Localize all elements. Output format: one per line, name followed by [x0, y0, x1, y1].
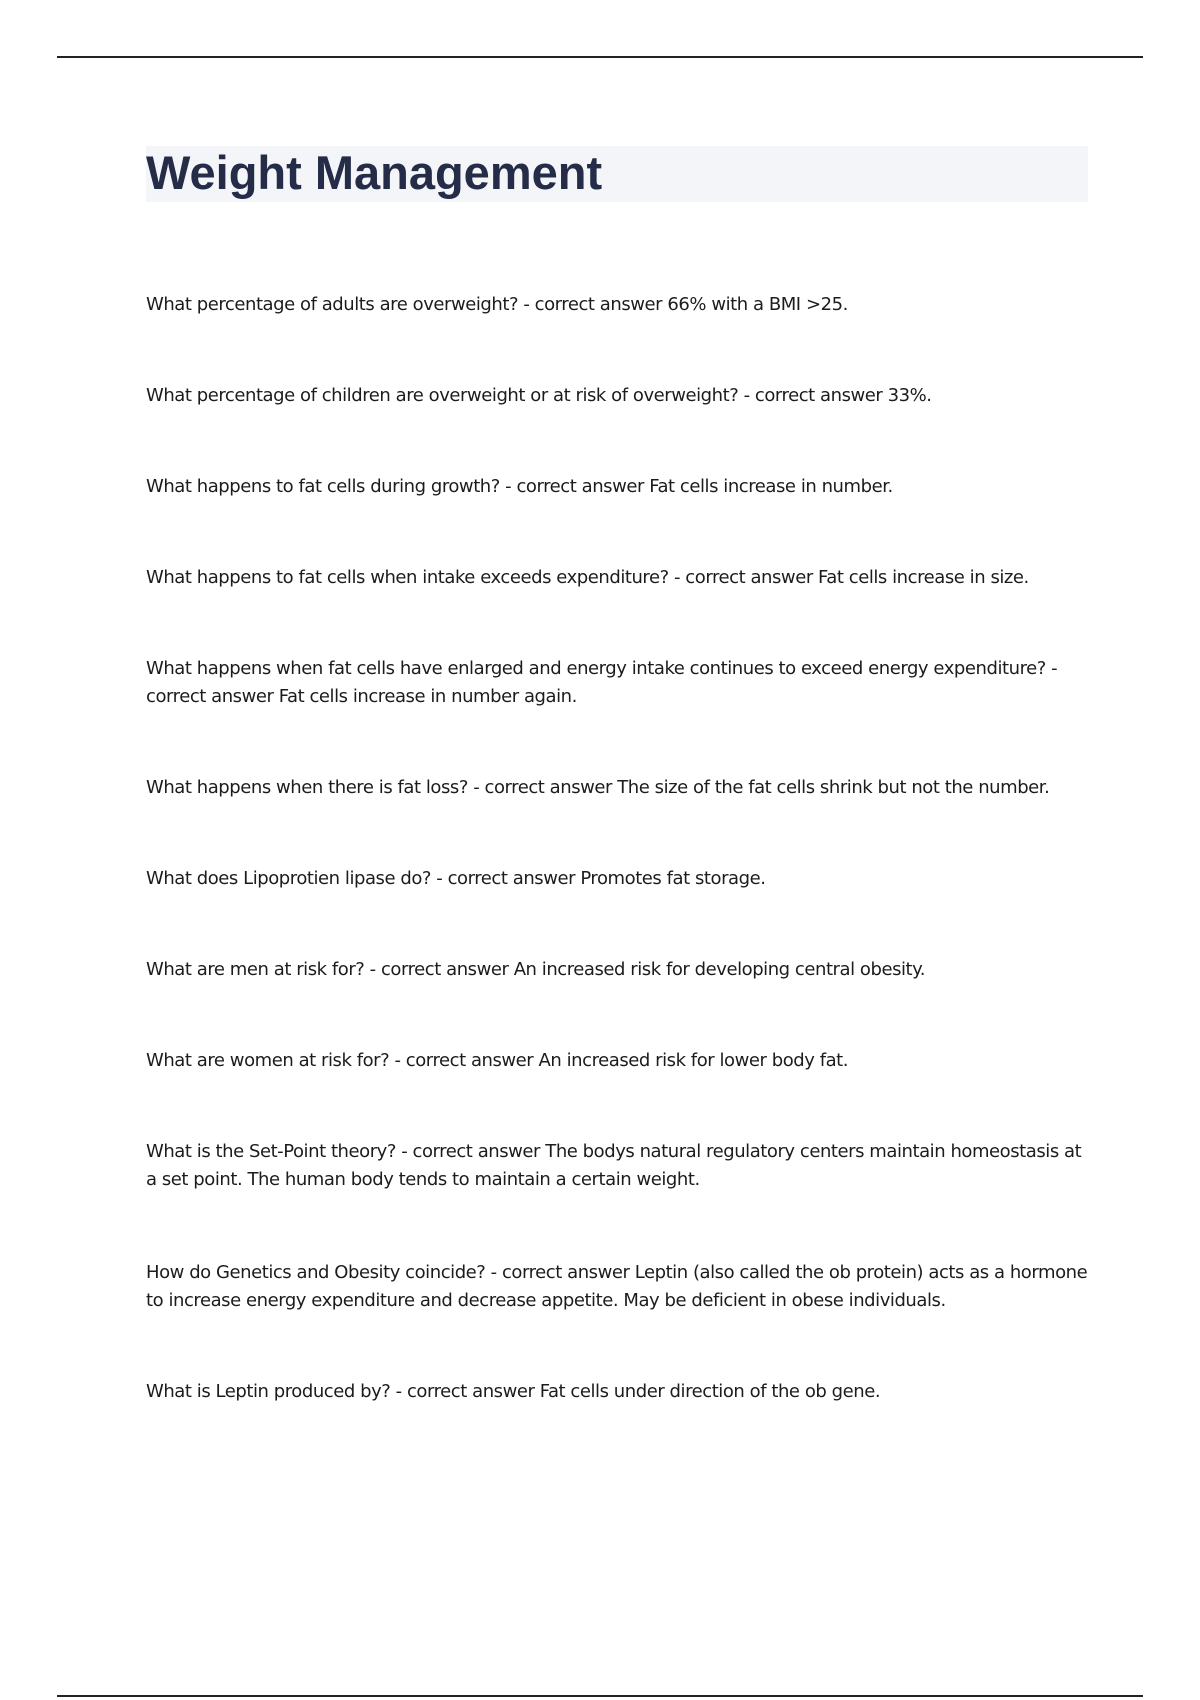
qa-item-4: What happens to fat cells when intake exceeds expenditure? - correct answer Fat cells increase in size. — [146, 567, 1029, 588]
qa-item-10: What is the Set-Point theory? - correct answer The bodys natural regulatory centers maintain homeostasis at a set point. The human body tends to maintain a certain weight. — [146, 1141, 1082, 1190]
top-divider — [57, 56, 1143, 58]
bottom-divider — [57, 1695, 1143, 1697]
qa-item-5: What happens when fat cells have enlarged and energy intake continues to exceed energy expenditure? - correct answer Fat cells increase in number again. — [146, 658, 1058, 707]
qa-item-6: What happens when there is fat loss? - correct answer The size of the fat cells shrink but not the number. — [146, 777, 1050, 798]
qa-item-12: What is Leptin produced by? - correct answer Fat cells under direction of the ob gene. — [146, 1381, 881, 1402]
qa-item-3: What happens to fat cells during growth? - correct answer Fat cells increase in number. — [146, 476, 893, 497]
qa-item-2: What percentage of children are overweight or at risk of overweight? - correct answer 33%. — [146, 385, 932, 406]
qa-item-8: What are men at risk for? - correct answer An increased risk for developing central obesity. — [146, 959, 926, 980]
qa-item-1: What percentage of adults are overweight? - correct answer 66% with a BMI >25. — [146, 294, 848, 315]
qa-item-9: What are women at risk for? - correct answer An increased risk for lower body fat. — [146, 1050, 849, 1071]
page-title: Weight Management — [146, 146, 603, 199]
qa-item-7: What does Lipoprotien lipase do? - correct answer Promotes fat storage. — [146, 868, 766, 889]
qa-item-11: How do Genetics and Obesity coincide? - correct answer Leptin (also called the ob protein) acts as a hormone to increase energy expenditure and decrease appetite. May be deficient in obese individuals. — [146, 1262, 1088, 1311]
